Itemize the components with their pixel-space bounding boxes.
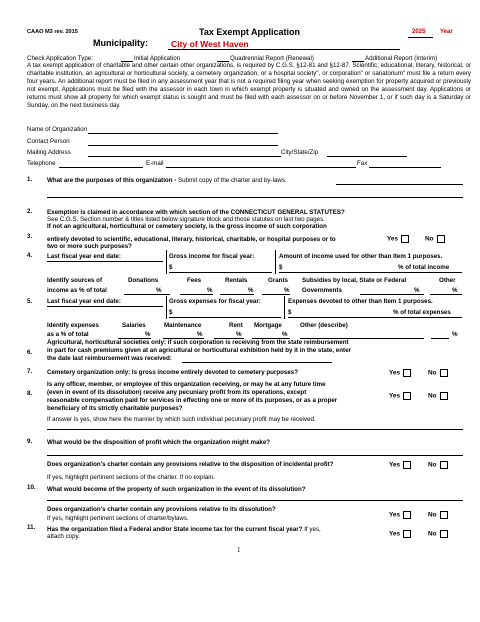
q8-line2: (even in event of its dissolution) receive any pecuniary profit from its operations, except [47,389,307,396]
q9-no-checkbox[interactable] [440,461,448,469]
q4-amount-line[interactable] [279,272,462,273]
other-describe-pct: % [452,331,458,338]
q3-no-label: No [425,235,434,243]
q3-yes-checkbox[interactable] [401,235,409,243]
q11-yes[interactable] [389,530,411,539]
q8-no-checkbox[interactable] [440,392,448,400]
option-quadrennial[interactable]: Quadrennial Report (Renewal) [230,55,314,62]
q4-pct-label: % of total income [398,264,450,271]
q7-no-checkbox[interactable] [440,369,448,377]
q10-no-label: No [428,511,437,519]
q10-note: If yes, highlight pertinent sections of charter/bylaws. [47,515,189,522]
phone-label: Telephone [27,160,56,167]
fax-label: Fax [357,160,368,167]
salaries-pct: % [145,331,151,338]
q4-gross-label: Gross income for fiscal year: [169,253,255,260]
q8-yes-checkbox[interactable] [403,392,411,400]
rentals-pct: % [248,287,254,294]
org-name-line[interactable] [88,133,278,134]
q5-gross-line[interactable] [169,317,281,318]
q9-yes[interactable] [389,461,411,470]
org-name-label: Name of Organization [27,126,88,133]
q8-note: If answer is yes, show here the manner by which such individual pecuniary profit may be received. [47,416,316,423]
col-other: Other [439,277,456,284]
q8-yes[interactable] [389,392,411,401]
year-value[interactable]: 2025 [412,29,426,35]
q7-no-label: No [428,369,437,377]
col-salaries: Salaries [122,322,146,329]
q6-line1: Agricultural, horticultural societies only: if such corporation is receiving from the state reimbursement [47,339,349,346]
q10-no[interactable] [428,511,448,520]
q3-line1: entirely devoted to scientific, educational, literary, historical, charitable, or hospital purposes or to [47,236,336,243]
q9-note: If yes, highlight pertinent sections of the charter. If no explain. [47,474,215,481]
option-additional[interactable]: Additional Report (Interim) [365,55,438,62]
q4-gross-line[interactable] [169,272,272,273]
q5-gross-dollar: $ [169,309,173,316]
q7-yes-label: Yes [389,369,401,377]
col-grants: Grants [268,277,288,284]
q1-answer-line-1[interactable] [336,184,463,185]
municipality-underline [168,49,400,50]
q11-no[interactable] [428,530,448,539]
q7-text: Cemetery organization only: Is gross income entirely devoted to cemetery purposes? [47,369,299,376]
q11-rest: If yes, [302,526,321,533]
q7-no[interactable] [428,369,448,378]
col-fees: Fees [187,277,202,284]
q11-no-label: No [428,530,437,538]
fees-pct: % [207,287,213,294]
q10-number: 10. [27,484,36,491]
col-donations: Donations [128,277,159,284]
q2-number: 2. [27,208,33,215]
q2-line2: See C.G.S. Section number & titles listed below signature block and those statutes on last two pages. [47,216,325,223]
q8-no[interactable] [428,392,448,401]
check-type-label: Check Application Type: [27,55,93,62]
q9-no-label: No [428,461,437,469]
q8-no-label: No [428,392,437,400]
col-governments: Governments [302,287,342,294]
q5-devoted-label: Expenses devoted to other than Item 1 purposes. [288,298,433,305]
q8-answer-line[interactable] [47,429,463,430]
q4-gross-dollar: $ [169,264,173,271]
q10-answer-line[interactable] [47,500,463,501]
q10-text: What would become of the property of such organization in the event of its dissolution? [47,486,306,493]
address-line[interactable] [88,156,281,157]
q7-number: 7. [27,368,33,375]
contact-label: Contact Person [27,138,70,145]
q10-yes[interactable] [389,511,411,520]
q4-divider-1 [166,250,167,274]
expenses-label-2: as a % of total [47,331,89,338]
q8-line4: beneficiary of its strictly charitable purposes? [47,405,183,412]
q11-yes-checkbox[interactable] [403,530,411,538]
q8-number: 8. [27,390,33,397]
q3-line2: two or more such purposes? [47,243,132,250]
q8-line1: Is any officer, member, or employee of this organization receiving, or may he at any future time [47,381,326,388]
q9-yes-checkbox[interactable] [403,461,411,469]
contact-line[interactable] [88,145,278,146]
donations-line[interactable] [124,294,170,295]
income-label-2: income as % of total [47,287,107,294]
phone-line[interactable] [59,167,143,168]
q4-amount-dollar: $ [279,264,283,271]
q8-line3: reasonable compensation paid for services in effecting one or more of its purposes, or as a proper [47,397,338,404]
q5-gross-label: Gross expenses for fiscal year: [169,298,261,305]
donations-pct: % [156,287,162,294]
expenses-label-1: Identify expenses [47,322,99,329]
col-subsidies: Subsidies by local, State or Federal [302,277,407,284]
year-underline [408,37,433,38]
mortgage-pct: % [282,331,288,338]
address-label: Mailing Address [27,149,71,156]
q3-no-checkbox[interactable] [437,235,445,243]
q7-yes[interactable] [389,369,411,378]
q4-date-line[interactable] [47,261,163,262]
q10-no-checkbox[interactable] [440,511,448,519]
q4-number: 4. [27,252,33,259]
col-rentals: Rentals [225,277,248,284]
q9-text: What would be the disposition of profit which the organization might make? [47,439,271,446]
other-describe-pct-line[interactable] [431,338,449,339]
q3-yes[interactable] [387,235,409,244]
q1-bold: What are the purposes of this organization - [47,177,177,184]
q5-date-line[interactable] [47,306,163,307]
col-other-describe: Other (describe) [300,322,348,329]
city-label: City/State/Zip [281,149,319,156]
q2-line1: Exemption is claimed in accordance with which section of the CONNECTICUT GENERAL STATUTES? [47,209,345,216]
city-line[interactable] [327,156,407,157]
maintenance-pct: % [197,331,203,338]
fax-line[interactable] [369,167,441,168]
q4-amount-label: Amount of income used for other than Item 1 purposes. [279,253,443,260]
q6-date-line[interactable] [182,362,332,363]
q4-divider-2 [275,250,276,274]
email-line[interactable] [166,167,356,168]
col-mortgage: Mortgage [254,322,282,329]
q9-answer-line[interactable] [47,455,463,456]
grants-pct: % [284,287,290,294]
q11-text: Has the organization filed a Federal and/or State income tax for the current fiscal year? [47,526,303,533]
q6-number: 6. [27,349,33,356]
other-pct: % [452,287,458,294]
q3-number: 3. [27,233,33,240]
q8-yes-label: Yes [389,392,401,400]
option-initial[interactable]: Initial Application [134,55,181,62]
income-label-1: Identify sources of [47,277,103,284]
q5-divider-1 [166,296,167,319]
q4-date-label: Last fiscal year end date: [47,253,121,260]
rent-pct: % [236,331,242,338]
q1-rest: Submit copy of the charter and by-laws. [176,177,287,184]
q5-divider-2 [284,296,285,319]
form-id: CAAO M3 rev. 2015 [27,29,78,35]
q9-sub: Does organization's charter contain any provisions relative to the disposition of incidental profit? [47,461,334,468]
page-title: Tax Exempt Application [199,27,301,37]
q11-text-wrap [47,526,321,534]
q2-line3: If not an agricultural, horticultural or cemetery society, is the gross income of such corporation [47,223,327,230]
gov-pct: % [414,287,420,294]
q11-yes-label: Yes [389,530,401,538]
q10-sub: Does organization's charter contain any provisions relative to its dissolution? [47,506,276,513]
q1-text [47,177,287,185]
q9-number: 9. [27,438,33,445]
q5-number: 5. [27,298,33,305]
q3-no[interactable] [425,235,445,244]
q5-devoted-dollar: $ [288,309,292,316]
q1-number: 1. [27,176,33,183]
col-rent: Rent [229,322,243,329]
intro-paragraph: A tax exempt application of charitable and other certain other organizations, is required by C.G.S. §12-81 and §12-87. Scientific, educational, literary, historical, or charitable institution, an agricultural or horticultural society, a cemetery organization, or a hospital society", or corporation" or sanatorium" must file a return every four years. An additional report must be filed in any assessment year that is not a required filing year when seeking exemption for property acquired or previously not exempt. Applications must be filed with the assessor in each town in which exempt property is situated and owned on the assessment day. Applications or returns must show all property for which exempt status is sought and must be filed with each assessor on or before November 1, or if such day is a Saturday or Sunday, on the next business day. [27,62,471,110]
q5-pct-label: % of total expenses [393,309,451,316]
q3-yes-label: Yes [387,235,399,243]
year-label: Year [440,29,453,35]
q11-number: 11. [27,524,36,531]
q10-yes-label: Yes [389,511,401,519]
q5-devoted-line[interactable] [288,317,462,318]
q10-yes-checkbox[interactable] [403,511,411,519]
q11-rest2: attach copy. [47,533,80,540]
q11-no-checkbox[interactable] [440,530,448,538]
q6-line2: in part for cash premiums given at an agricultural or horticultural exhibition held by it in the state, enter [47,347,351,354]
municipality-value[interactable]: City of West Haven [171,38,249,49]
email-label: E-mail [146,160,164,167]
q9-yes-label: Yes [389,461,401,469]
q5-date-label: Last fiscal year end date: [47,298,121,305]
q7-yes-checkbox[interactable] [403,369,411,377]
q1-answer-line-2[interactable] [47,197,463,198]
q9-no[interactable] [428,461,448,470]
q6-line3: the date last reimbursement was received: [47,355,172,362]
municipality-label: Municipality: [93,38,149,48]
page-number: 1 [237,546,241,554]
col-maintenance: Maintenance [164,322,202,329]
